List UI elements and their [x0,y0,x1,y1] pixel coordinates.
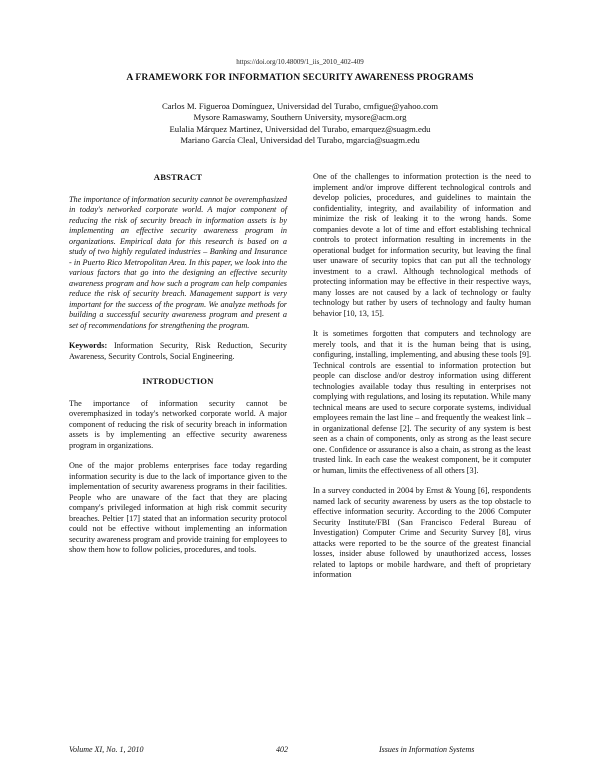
footer-volume: Volume XI, No. 1, 2010 [69,745,144,754]
author-line: Eulalia Márquez Martinez, Universidad del Turabo, emarquez@suagm.edu [169,123,431,134]
footer-page-number: 402 [276,745,288,754]
introduction-paragraph-1: The importance of information security cannot be overemphasized in today's networked corporate world. A major component of reducing the risk of security breach in information assets is by implementing an effective security awareness program in organizations. [69,398,287,450]
body-paragraph-1: One of the challenges to information protection is the need to implement and/or improve different technological controls and develop policies, procedures, and guidelines to maintain the confidentiality, integrity, and availability of information and minimize the risk of leaking it to the wrong hands. Some companies devote a lot of time and effort establishing technical controls to protect information resulting in increments in the operational budget for information security, but leaving the final user unaware of security topics that can put all the technology investment to a crawl. Although technological methods of protecting information may be effective in their respective ways, many losses are not caused by a lack of technology or faulty technology but rather by users of technology and faulty human behavior [10, 13, 15]. [313,172,531,318]
body-paragraph-2: It is sometimes forgotten that computers and technology are merely tools, and that it is the human being that is using, configuring, installing, implementing, and abusing these tools [9]. Technical controls are essential to information protection but people can disclose and/or destroy information using different technologies available today thus resulting in enterprises not complying with regulations, and losing its reputation. While many technical means are used to secure corporate systems, individual employees remain the last line – and frequently the weakest link – in organizational defense [2]. The security of any system is best seen as a chain of components, only as strong as the least secure one. Confidence or assurance is also a chain, as strong as the least trusted link. In each case the weakest component, be it computer or human, limits the effectiveness of all others [3]. [313,329,531,475]
body-paragraph-3: In a survey conducted in 2004 by Ernst & Young [6], respondents named lack of security awareness by users as the top obstacle to effective information security. According to the 2006 Computer Security Institute/FBI (San Francisco Federal Bureau of Investigation) Computer Crime and Security Survey [8], virus attacks were reported to be the source of the greatest financial losses, insider abuse followed by unauthorized access, losses related to laptops or mobile hardware, and theft of proprietary information [313,486,531,579]
author-line: Carlos M. Figueroa Domínguez, Universidad del Turabo, cmfigue@yahoo.com [161,101,439,111]
keywords [69,341,287,362]
doi-link[interactable]: https://doi.org/10.48009/1_iis_2010_402-409 [236,58,364,66]
author-list [0,101,600,147]
paper-title: A FRAMEWORK FOR INFORMATION SECURITY AWARENESS PROGRAMS [126,72,474,83]
author-line: Mariano García Cleal, Universidad del Turabo, mgarcia@suagm.edu [180,135,420,146]
abstract-text: The importance of information security cannot be overemphasized in today's networked corporate world. A major component of reducing the risk of security breach in information assets is by implementing an effective security awareness program in organizations. Empirical data for this research is based on a study of two highly regulated industries – Banking and Insurance - in Puerto Rico Metropolitan Area. In this paper, we look into the various factors that go into the designing an effective security awareness program and how such a program can help companies reduce the risk of security breach. Management support is very important for the success of the program. We analyze methods for building a successful security awareness program and present a set of recommendations for strengthening the program. [69,194,287,330]
keywords-label: Keywords: [69,341,108,350]
introduction-heading: INTRODUCTION [142,376,214,386]
right-column [313,172,531,591]
author-line: Mysore Ramaswamy, Southern University, mysore@acm.org [193,112,407,123]
abstract-heading: ABSTRACT [153,172,203,182]
footer-journal: Issues in Information Systems [379,745,475,754]
keywords-text: Information Security, Risk Reduction, Security Awareness, Security Controls, Social Engineering. [69,341,287,361]
introduction-paragraph-2: One of the major problems enterprises face today regarding information security is due to the lack of importance given to the implementation of security awareness programs in their facilities. People who are unaware of the fact that they are placing company's privileged information at high risk commit security breaches. Peltier [17] stated that an information security protocol could not be effective without implementing an information security awareness program and provide training for employees to show them how to follow policies, procedures, and tools. [69,461,287,554]
left-column [69,172,287,566]
